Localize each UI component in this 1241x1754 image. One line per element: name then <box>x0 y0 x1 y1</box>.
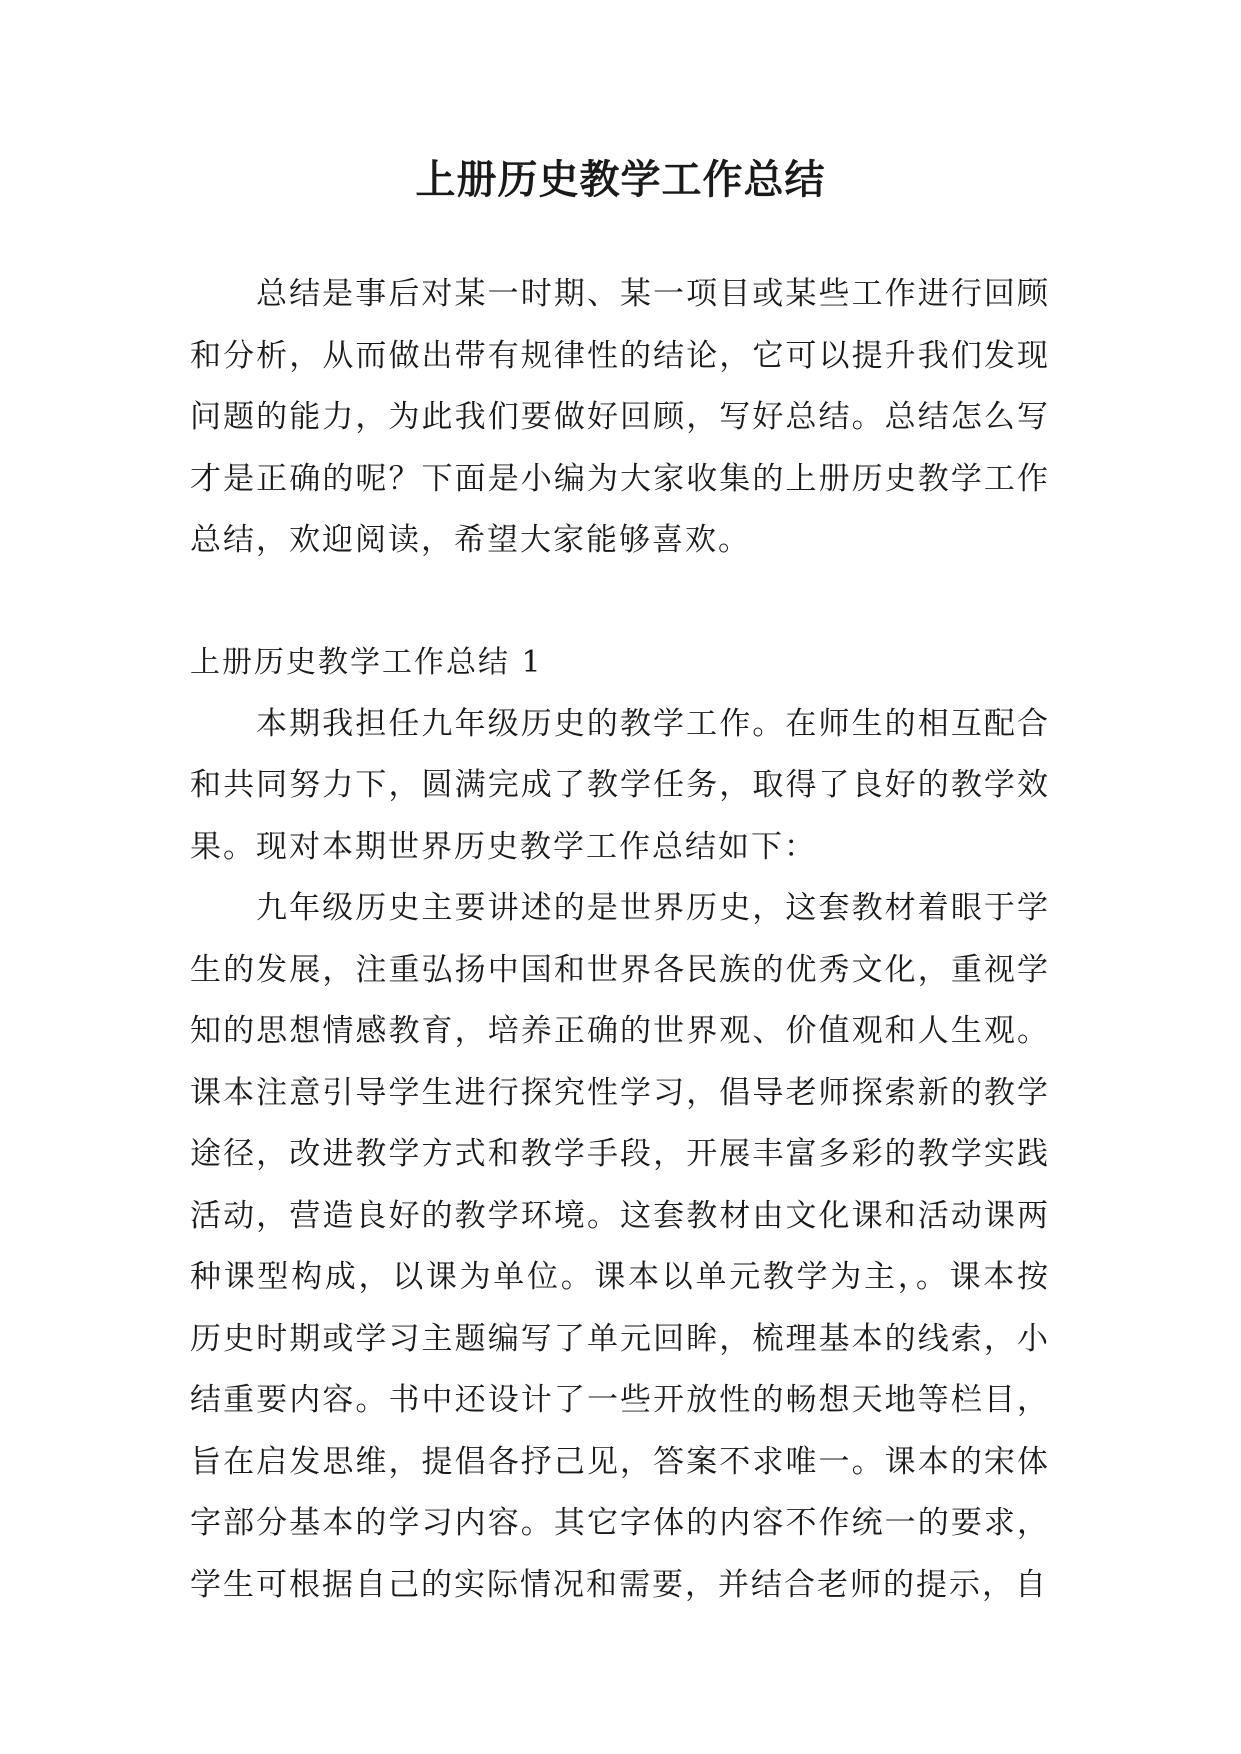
intro-paragraph: 总结是事后对某一时期、某一项目或某些工作进行回顾和分析，从而做出带有规律性的结论，它可以提升我们发现问题的能力，为此我们要做好回顾，写好总结。总结怎么写才是正确的呢？下面是小编为大家收集的上册历史教学工作总结，欢迎阅读，希望大家能够喜欢。 <box>190 276 1050 558</box>
intro-section <box>190 264 1050 572</box>
document-title: 上册历史教学工作总结 <box>415 157 826 203</box>
section-1-paragraph-1: 本期我担任九年级历史的教学工作。在师生的相互配合和共同努力下，圆满完成了教学任务，取得了良好的教学效果。现对本期世界历史教学工作总结如下： <box>190 705 1050 865</box>
section-1-paragraph-2: 九年级历史主要讲述的是世界历史，这套教材着眼于学生的发展，注重弘扬中国和世界各民族的优秀文化，重视学知的思想情感教育，培养正确的世界观、价值观和人生观。课本注意引导学生进行探究性学习，倡导老师探索新的教学途径，改进教学方式和教学手段，开展丰富多彩的教学实践活动，营造良好的教学环境。这套教材由文化课和活动课两种课型构成，以课为单位。课本以单元教学为主，。课本按历史时期或学习主题编写了单元回眸，梳理基本的线索，小结重要内容。书中还设计了一些开放性的畅想天地等栏目，旨在启发思维，提倡各抒己见，答案不求唯一。课本的宋体字部分基本的学习内容。其它字体的内容不作统一的要求，学生可根据自己的实际情况和需要，并结合老师的提示，自 <box>190 890 1050 1603</box>
section-1-heading: 上册历史教学工作总结 1 <box>190 645 543 680</box>
section-1 <box>190 632 1050 1616</box>
